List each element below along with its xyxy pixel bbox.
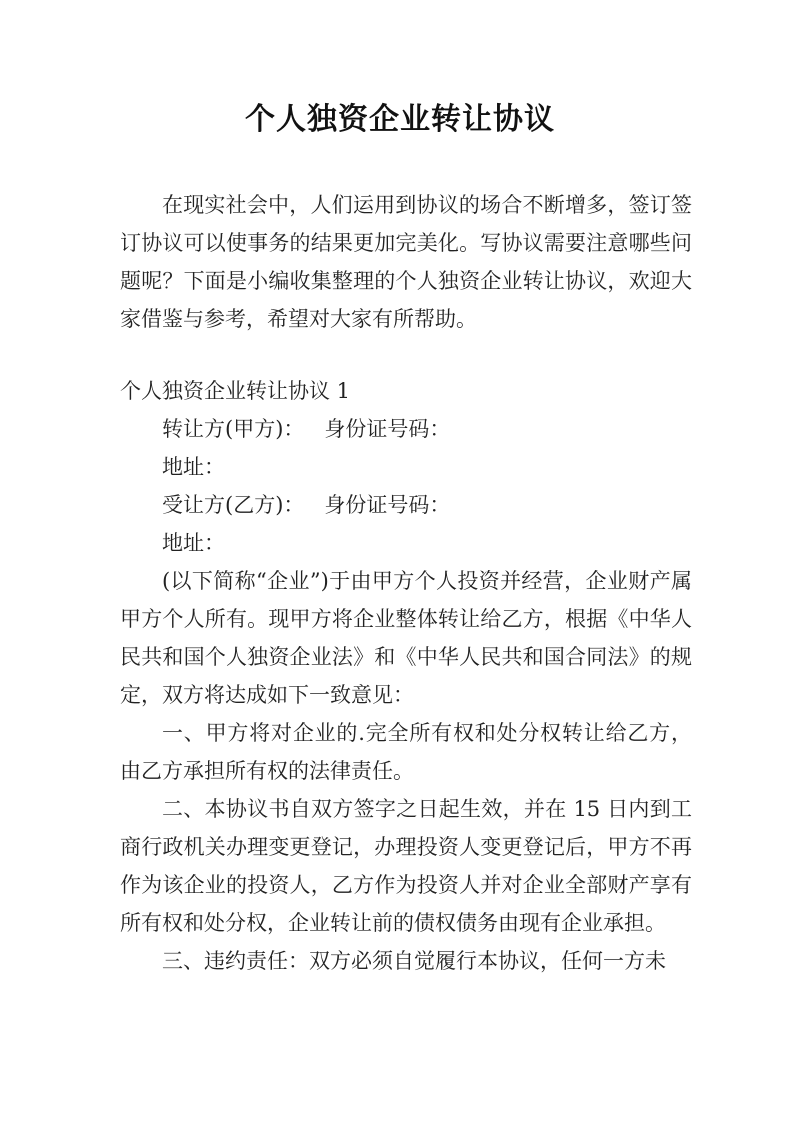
preamble-paragraph: (以下简称“企业”)于由甲方个人投资并经营，企业财产属甲方个人所有。现甲方将企业整体转让给乙方，根据《中华人民共和国个人独资企业法》和《中华人民共和国合同法》的规定，双方将达成如下一致意见： [120, 569, 692, 707]
transferor-address-line [120, 448, 692, 486]
transferee-id-label: 身份证号码： [324, 493, 451, 517]
transferor-label: 转让方(甲方)： [162, 417, 305, 441]
transferee-address-label: 地址： [162, 531, 225, 555]
transferee-label: 受让方(乙方)： [162, 493, 305, 517]
intro-block [120, 186, 692, 338]
transferee-address-line [120, 524, 692, 562]
transferee-line [120, 486, 692, 524]
transferor-id-label: 身份证号码： [324, 417, 451, 441]
clause-2-paragraph: 二、本协议书自双方签字之日起生效，并在 15 日内到工商行政机关办理变更登记，办理投资人变更登记后，甲方不再作为该企业的投资人，乙方作为投资人并对企业全部财产享有所有权和处分权，企业转让前的债权债务由现有企业承担。 [120, 797, 692, 935]
intro-paragraph: 在现实社会中，人们运用到协议的场合不断增多，签订签订协议可以使事务的结果更加完美化。写协议需要注意哪些问题呢？下面是小编收集整理的个人独资企业转让协议，欢迎大家借鉴与参考，希望对大家有所帮助。 [120, 193, 692, 331]
document-title: 个人独资企业转让协议 [245, 102, 555, 137]
agreement-section [120, 372, 692, 980]
section-heading: 个人独资企业转让协议 1 [120, 379, 351, 403]
transferor-address-label: 地址： [162, 455, 225, 479]
clause-3-paragraph: 三、违约责任：双方必须自觉履行本协议，任何一方未 [162, 949, 666, 973]
clause-1-paragraph: 一、甲方将对企业的.完全所有权和处分权转让给乙方，由乙方承担所有权的法律责任。 [120, 721, 692, 783]
transferor-line [120, 410, 692, 448]
